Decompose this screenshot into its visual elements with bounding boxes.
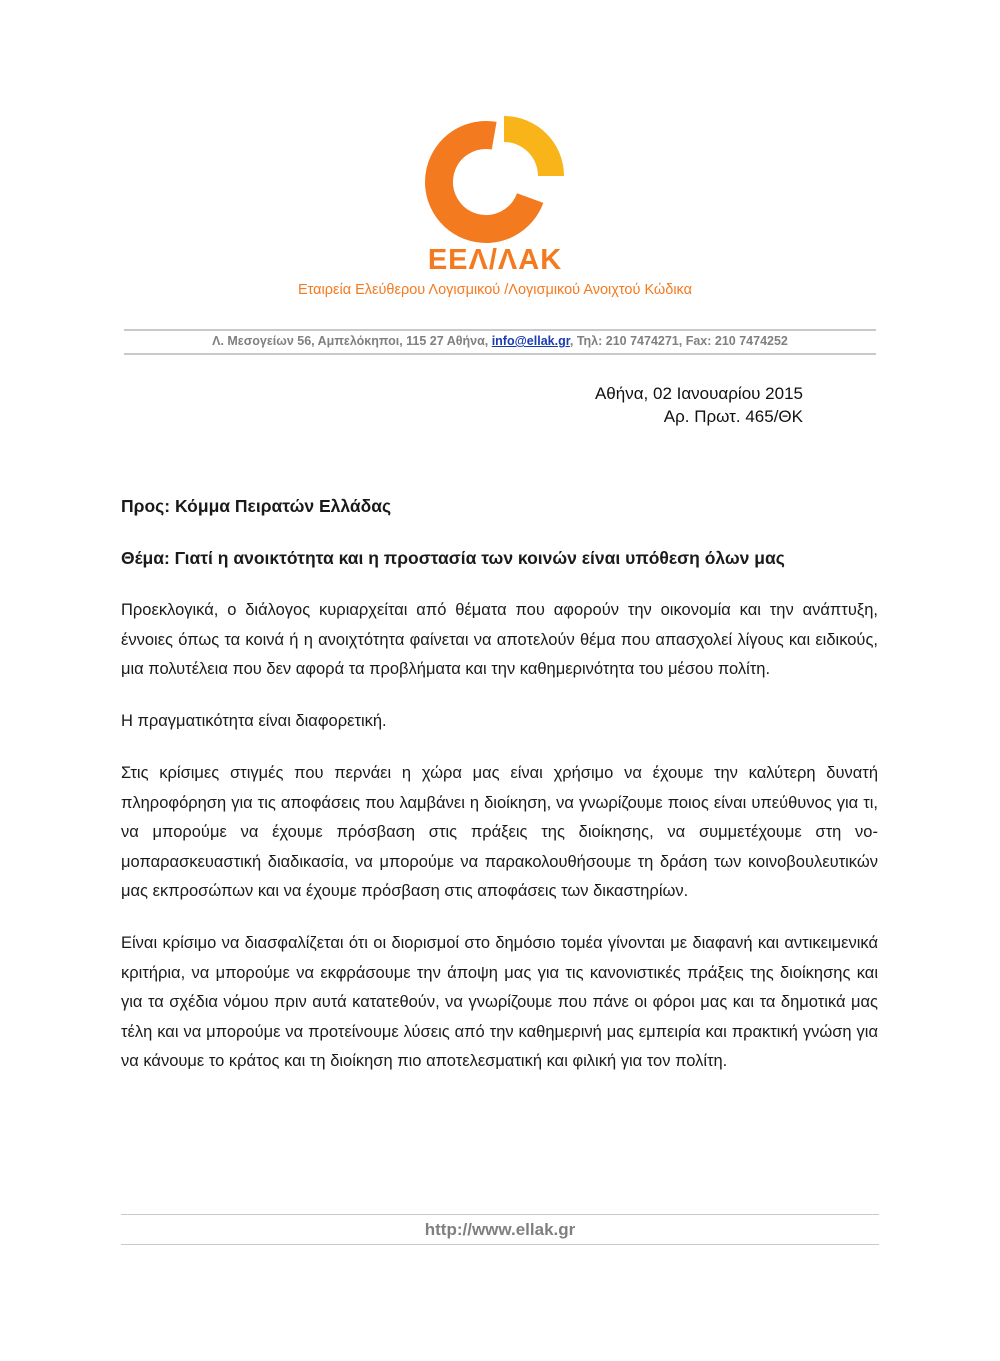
subject-line: Θέμα: Γιατί η ανοικτότητα και η προστασία των κοινών είναι υπόθεση όλων μας [121,548,785,568]
recipient-line: Προς: Κόμμα Πειρατών Ελλάδας [121,496,392,516]
letter-date: Αθήνα, 02 Ιανουαρίου 2015 [594,384,803,403]
footer-top-rule [121,1214,879,1215]
footer-url-link[interactable]: http://www.ellak.gr [424,1220,576,1239]
logo [280,112,710,312]
header-top-rule [124,329,876,331]
footer-bottom-rule [121,1244,879,1245]
header-bottom-rule [124,353,876,355]
contact-email-link[interactable]: info@ellak.gr [491,334,570,348]
contact-line [124,334,876,348]
logo-wordmark: ΕΕΛ/ΛΑΚ [427,244,563,276]
logo-tagline: Εταιρεία Ελεύθερου Λογισμικού /Λογισμικού Ανοιχτού Κώδικα [297,282,693,298]
ellak-logo-icon [422,116,568,244]
contact-address: Λ. Μεσογείων 56, Αμπελόκηποι, 115 27 Αθήνα, [212,334,492,348]
paragraph-3: Στις κρίσιμες στιγμές που περνάει η χώρα μας είναι χρήσιμο να έχουμε την καλύτερη δυνατή πληροφόρηση για τις αποφάσεις που λαμβάνει η διοίκηση, να γνωρίζουμε ποιος είναι υπεύθυνος για τι, να μπορούμε να έχουμε πρόσβαση στις πράξεις της διοίκησης, να συμμετέχουμε στη νομοπαρασκευαστική διαδικασία, να μπορούμε να παρακολουθήσουμε τη δράση των κοινοβουλευτικών μας εκπροσώπων και να έχουμε πρόσβαση στις αποφάσεις των δικαστηρίων. [121,764,878,900]
contact-phones: , Τηλ: 210 7474271, Fax: 210 7474252 [569,334,788,348]
date-block [595,382,803,428]
protocol-number: Αρ. Πρωτ. 465/ΘΚ [663,407,803,426]
paragraph-4: Είναι κρίσιμο να διασφαλίζεται ότι οι διορισμοί στο δημόσιο τομέα γίνονται με διαφανή και αντικειμενικά κριτήρια, να μπορούμε να εκφράσουμε την άποψη μας για τις κανονιστικές πράξεις της διοίκησης και για τα σχέδια νόμου πριν αυτά κατατεθούν, να γνωρίζουμε που πάνε οι φόροι μας και τα δημοτικά μας τέλη και να μπορούμε να προτείνουμε λύσεις από την καθημερινή μας εμπειρία και πρακτική γνώση για να κάνουμε το κράτος και τη διοίκηση πιο αποτελεσματική και φιλική για τον πολίτη. [121,934,878,1070]
paragraph-2: Η πραγματικότητα είναι διαφορετική. [121,712,387,730]
paragraph-1: Προεκλογικά, ο διάλογος κυριαρχείται από θέματα που αφορούν την οικονομία και την ανάπτυξη, έννοιες όπως τα κοινά ή η ανοιχτότητα φαίνεται να αποτελούν θέμα που απασχολεί λίγους και ειδικούς, μια πολυτέλεια που δεν αφορά τα προβλήματα και την καθημερινότητα του μέσου πολίτη. [121,601,878,678]
